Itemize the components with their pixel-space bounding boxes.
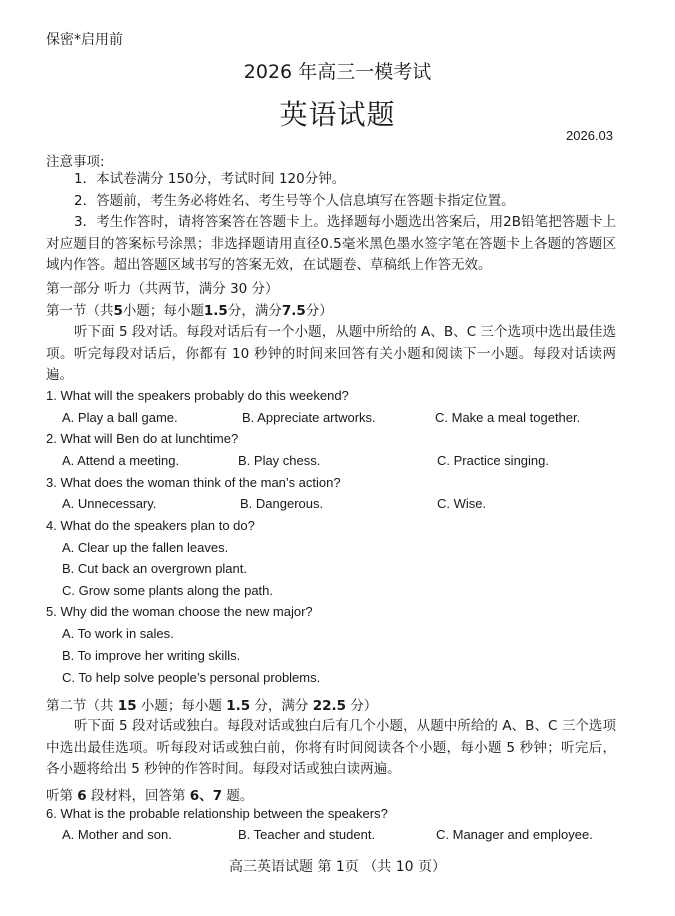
option-a: A. Clear up the fallen leaves. xyxy=(62,540,229,555)
material-note-pre: 听第 xyxy=(46,788,73,804)
section1-title-pre: 第一节（共 xyxy=(46,303,114,319)
option-c: C. Grow some plants along the path. xyxy=(62,583,274,598)
note-item: 2．答题前，考生务必将姓名、考生号等个人信息填写在答题卡指定位置。 xyxy=(74,193,515,209)
question-stem: 6. What is the probable relationship between the speakers? xyxy=(46,806,388,821)
material-question-range: 6、7 xyxy=(189,788,223,804)
section2-title xyxy=(46,694,377,714)
option-b: B. Play chess. xyxy=(238,453,321,468)
section1-total-score: 7.5 xyxy=(281,303,306,319)
subject-title: 英语试题 xyxy=(279,98,396,131)
notes-label: 注意事项: xyxy=(46,154,105,170)
section1-title-post: 分） xyxy=(305,303,333,319)
question-stem: 3. What does the woman think of the man’s action? xyxy=(46,475,341,490)
material-note-post: 题。 xyxy=(226,788,254,804)
material-note-mid: 段材料，回答第 xyxy=(91,788,186,804)
confidential-label: 保密*启用前 xyxy=(46,32,123,48)
section2-title-mid2: 分，满分 xyxy=(254,698,309,714)
option-a: A. Attend a meeting. xyxy=(62,453,180,468)
section1-intro: 听下面 5 段对话。每段对话后有一个小题，从题中所给的 A、B、C 三个选项中选出最佳选项。听完每段对话后，你都有 10 秒钟的时间来回答有关小题和阅读下一小题。每段对话读两遍。 xyxy=(46,324,616,383)
section1-score-each: 1.5 xyxy=(203,303,228,319)
section1-title-mid2: 分，满分 xyxy=(227,303,282,319)
option-a: A. To work in sales. xyxy=(62,626,174,641)
option-c: C. Practice singing. xyxy=(437,453,549,468)
section1-title-mid1: 小题；每小题 xyxy=(122,303,204,319)
option-c: C. Manager and employee. xyxy=(436,827,593,842)
section1-question-count: 5 xyxy=(113,303,123,319)
section2-total-score: 22.5 xyxy=(312,698,347,714)
option-b: B. Appreciate artworks. xyxy=(242,410,376,425)
exam-date: 2026.03 xyxy=(566,128,613,143)
option-c: C. Make a meal together. xyxy=(435,410,581,425)
note-item: 1．本试卷满分 150分，考试时间 120分钟。 xyxy=(74,171,346,187)
page-footer: 高三英语试题 第 1页 （共 10 页） xyxy=(229,859,446,875)
section2-title-mid1: 小题；每小题 xyxy=(140,698,222,714)
question-stem: 4. What do the speakers plan to do? xyxy=(46,518,255,533)
section2-question-count: 15 xyxy=(117,698,137,714)
question-stem: 1. What will the speakers probably do this weekend? xyxy=(46,388,349,403)
section2-score-each: 1.5 xyxy=(226,698,251,714)
part1-title: 第一部分 听力（共两节，满分 30 分） xyxy=(46,281,279,297)
section2-title-pre: 第二节（共 xyxy=(46,698,114,714)
section2-intro: 听下面 5 段对话或独白。每段对话或独白后有几个小题，从题中所给的 A、B、C 三个选项中选出最佳选项。听每段对话或独白前，你将有时间阅读各个小题，每小题 5 秒钟；听完后，各小题将给出 5 秒钟的作答时间。每段对话或独白读两遍。 xyxy=(46,718,616,777)
option-c: C. To help solve people’s personal problems. xyxy=(62,670,321,685)
material-number: 6 xyxy=(77,788,87,804)
option-b: B. To improve her writing skills. xyxy=(62,648,241,663)
exam-title: 2026 年高三一模考试 xyxy=(243,61,432,83)
option-c: C. Wise. xyxy=(437,496,487,511)
option-a: A. Play a ball game. xyxy=(62,410,178,425)
option-b: B. Dangerous. xyxy=(240,496,324,511)
question-stem: 2. What will Ben do at lunchtime? xyxy=(46,431,239,446)
option-b: B. Cut back an overgrown plant. xyxy=(62,561,247,576)
note-item: 3．考生作答时，请将答案答在答题卡上。选择题每小题选出答案后，用2B铅笔把答题卡上对应题目的答案标号涂黑；非选择题请用直径0.5毫米黑色墨水签字笔在答题卡上各题的答题区域内作答。超出答题区域书写的答案无效，在试题卷、草稿纸上作答无效。 xyxy=(46,214,616,273)
option-a: A. Mother and son. xyxy=(62,827,172,842)
section1-title xyxy=(46,299,333,319)
section2-title-post: 分） xyxy=(350,698,378,714)
material-note xyxy=(46,784,253,804)
option-b: B. Teacher and student. xyxy=(238,827,376,842)
option-a: A. Unnecessary. xyxy=(62,496,157,511)
question-stem: 5. Why did the woman choose the new major? xyxy=(46,604,313,619)
